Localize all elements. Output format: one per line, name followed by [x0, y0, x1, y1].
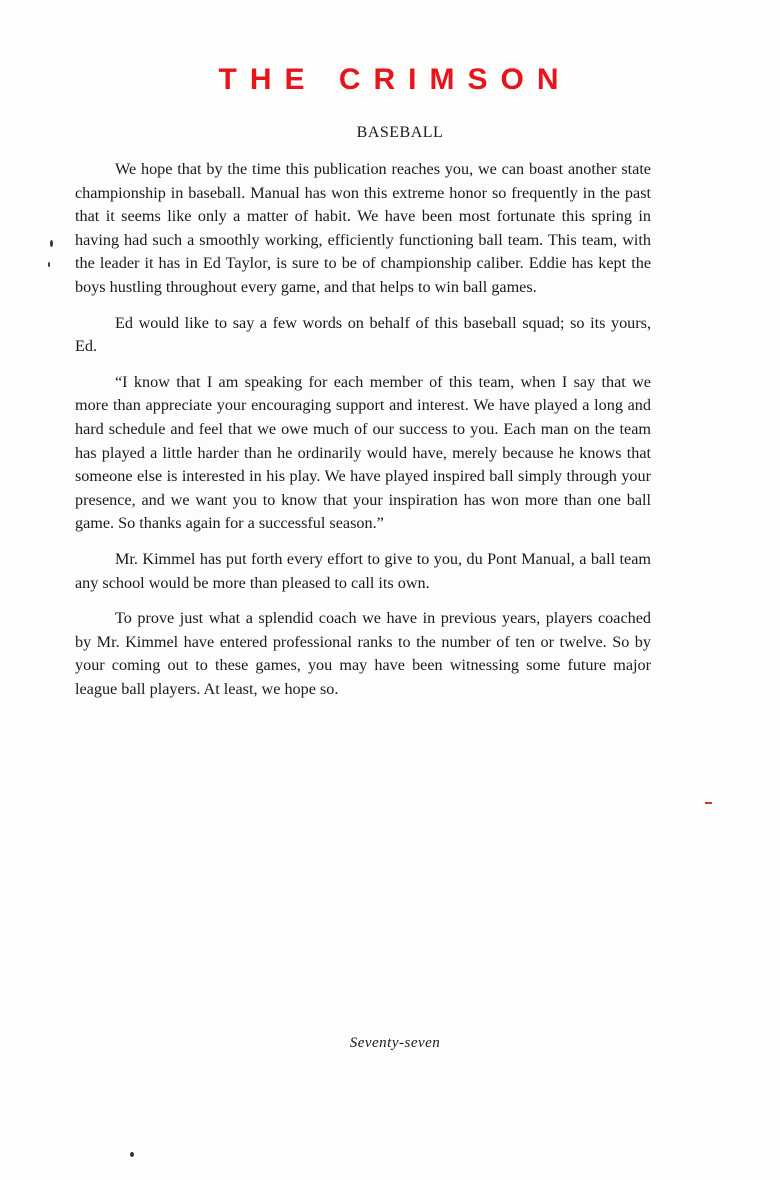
margin-speck: [130, 1152, 134, 1157]
paragraph-ed-quote: “I know that I am speaking for each member of this team, when I say that we more than appreciate your encouraging support and interest. We have played a long and hard schedule and feel that we owe much of our success to you. Each man on the team has played a little harder than he ordinarily would have, merely because he knows that someone else is interested in his play. We have played inspired ball simply through your presence, and we want you to know that your inspiration has won more than one ball game. So thanks again for a successful season.”: [75, 372, 651, 533]
paragraph-kimmel-effort: Mr. Kimmel has put forth every effort to give to you, du Pont Manual, a ball team any school would be more than pleased to call its own.: [75, 549, 651, 592]
page-number: Seventy-seven: [349, 1035, 441, 1051]
paragraph-ed-introduction: Ed would like to say a few words on behalf of this baseball squad; so its yours, Ed.: [75, 313, 651, 356]
masthead-title: THE CRIMSON: [218, 63, 572, 96]
margin-speck: [705, 802, 712, 804]
article-body: [75, 158, 651, 713]
margin-speck: [48, 262, 50, 267]
section-title: BASEBALL: [356, 124, 444, 141]
margin-speck: [50, 240, 53, 247]
paragraph-intro: We hope that by the time this publication reaches you, we can boast another state championship in baseball. Manual has won this extreme honor so frequently in the past that it seems like only a matter of habit. We have been most fortunate this spring in having had such a smoothly working, efficiently functioning ball team. This team, with the leader it has in Ed Taylor, is sure to be of championship caliber. Eddie has kept the boys hustling throughout every game, and that helps to win ball games.: [75, 160, 651, 296]
paragraph-kimmel-players: To prove just what a splendid coach we have in previous years, players coached by Mr. Kimmel have entered professional ranks to the number of ten or twelve. So by your coming out to these games, you may have been witnessing some future major league ball players. At least, we hope so.: [75, 609, 651, 698]
